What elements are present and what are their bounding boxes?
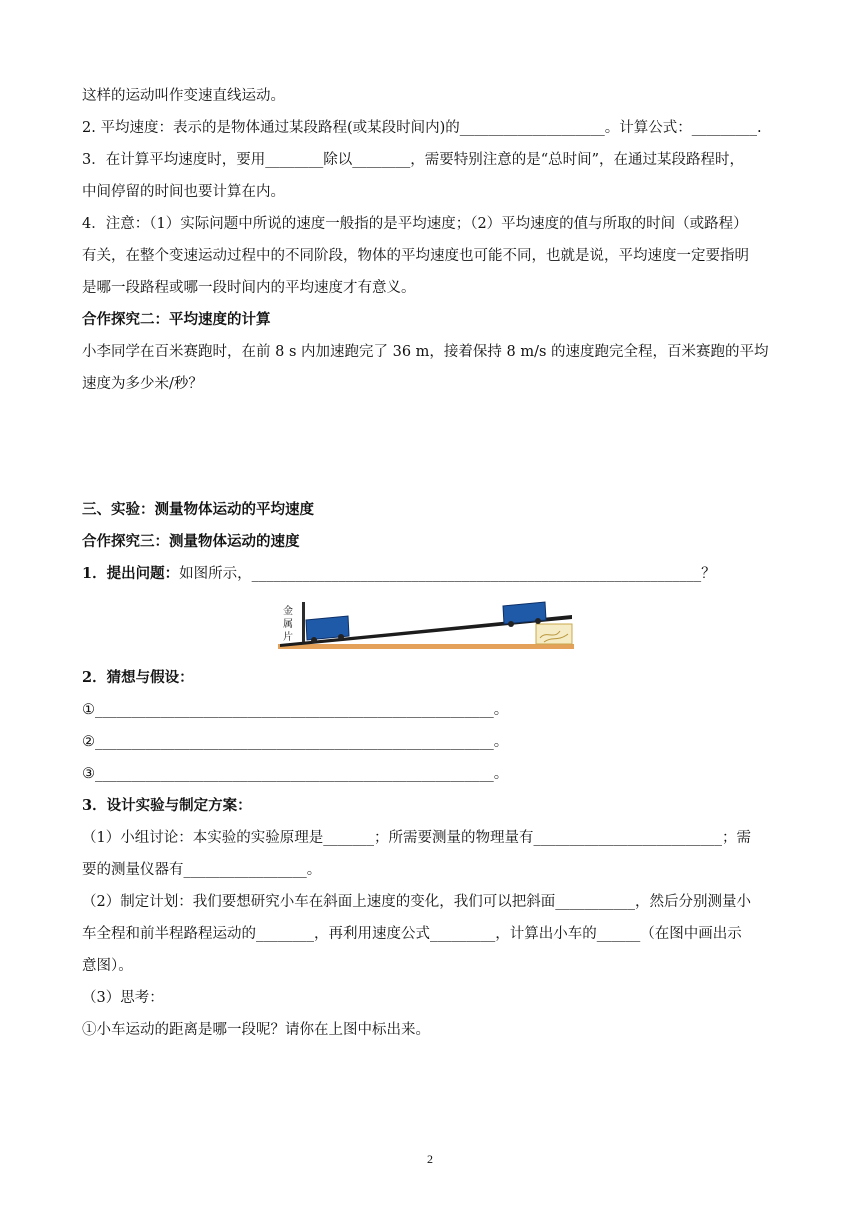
plan-2-line-1: （2）制定计划：我们要想研究小车在斜面上速度的变化，我们可以把斜面___________，然后分别测量小 (82, 894, 751, 910)
cart-bottom (306, 616, 349, 643)
section3-heading: 三、实验：测量物体运动的平均速度 (82, 501, 314, 518)
hypothesis-2: ②_______________________________________________________。 (82, 734, 509, 750)
intro-line: 这样的运动叫作变速直线运动。 (82, 88, 285, 104)
question-3-label: 3．设计实验与制定方案： (82, 797, 252, 814)
plan-1-line-2: 要的测量仪器有_________________。 (82, 862, 322, 878)
plan-2-line-2: 车全程和前半程路程运动的________，再利用速度公式_________，计算出小车的______（在图中画出示 (82, 926, 742, 942)
document-page (82, 86, 782, 1040)
incline-figure (278, 598, 578, 658)
page-number: 2 (427, 1152, 433, 1166)
explore2-title: 合作探究二：平均速度的计算 (82, 311, 271, 328)
question-1 (82, 564, 782, 584)
explore2-question-1: 小李同学在百米赛跑时，在前 8 s 内加速跑完了 36 m，接着保持 8 m/s 的速度跑完全程，百米赛跑的平均 (82, 344, 769, 360)
metal-plate-label-char-3: 片 (283, 632, 293, 643)
ground-base (278, 644, 574, 649)
incline-diagram (278, 598, 578, 658)
metal-plate-label-char-1: 金 (283, 606, 293, 617)
wooden-block (536, 624, 572, 644)
attention-line-2: 有关，在整个变速运动过程中的不同阶段，物体的平均速度也可能不同，也就是说，平均速度一定要指明 (82, 248, 749, 264)
plan-1-line-1: （1）小组讨论：本实验的实验原理是_______；所需要测量的物理量有__________________________；需 (82, 830, 751, 846)
question-2-label: 2．猜想与假设： (82, 669, 194, 686)
explore2-question-2: 速度为多少米/秒？ (82, 376, 203, 392)
calc-note-line-1: 3．在计算平均速度时，要用________除以________，需要特别注意的是“总时间”，在通过某段路程时， (82, 152, 745, 168)
plan-3-question-1: ①小车运动的距离是哪一段呢？请你在上图中标出来。 (82, 1022, 430, 1038)
question-1-label: 1．提出问题： (82, 565, 180, 582)
attention-line-1: 4．注意：（1）实际问题中所说的速度一般指的是平均速度；（2）平均速度的值与所取的时间（或路程） (82, 216, 748, 232)
plan-3-label: （3）思考： (82, 990, 164, 1006)
explore3-title: 合作探究三：测量物体运动的速度 (82, 533, 300, 550)
plan-2-line-3: 意图）。 (82, 958, 133, 974)
metal-plate (302, 602, 305, 642)
hypothesis-1: ①_______________________________________________________。 (82, 702, 509, 718)
hypothesis-3: ③_______________________________________________________。 (82, 766, 509, 782)
calc-note-line-2: 中间停留的时间也要计算在内。 (82, 184, 285, 200)
position-marker (404, 628, 408, 631)
question-1-text: 如图所示，______________________________________________________________？ (179, 566, 716, 582)
answer-space (82, 394, 782, 500)
attention-line-3: 是哪一段路程或哪一段时间内的平均速度才有意义。 (82, 280, 416, 296)
metal-plate-label-char-2: 属 (283, 619, 293, 630)
average-speed-definition: 2. 平均速度：表示的是物体通过某段路程(或某段时间内)的____________________。计算公式：_________. (82, 120, 762, 136)
